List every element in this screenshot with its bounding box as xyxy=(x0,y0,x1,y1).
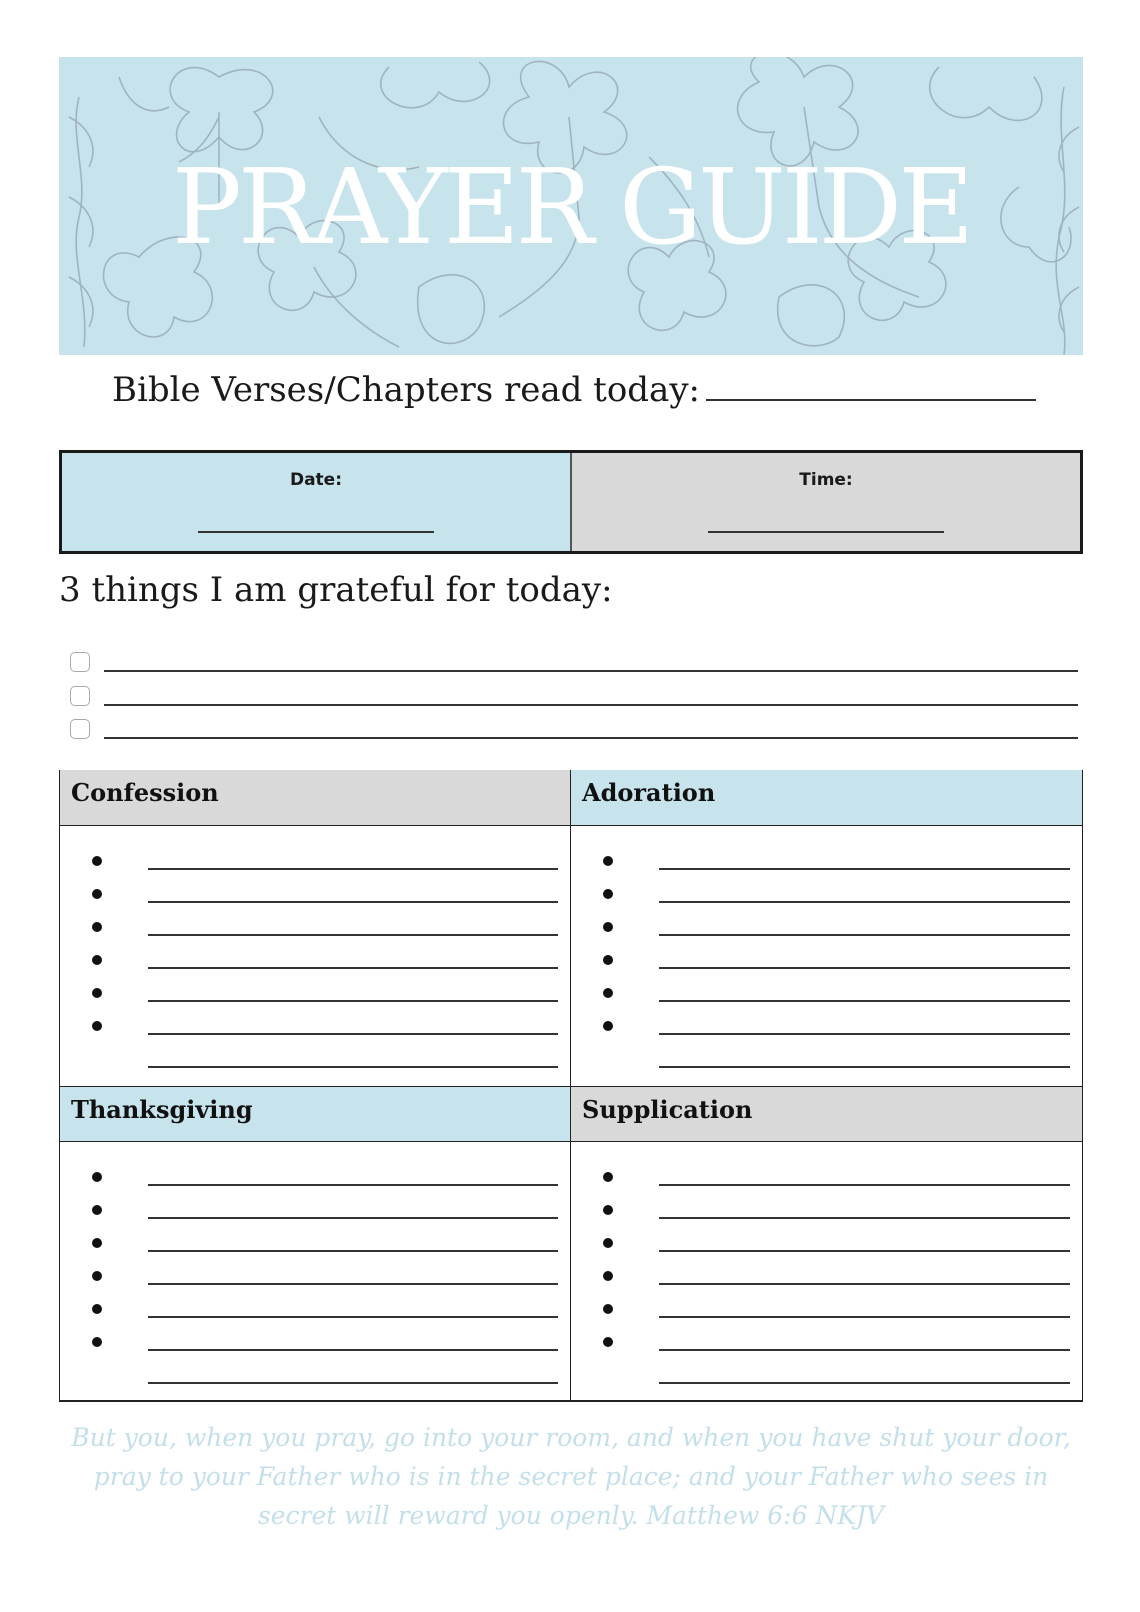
blank-line[interactable] xyxy=(148,967,558,969)
blank-line[interactable] xyxy=(148,1349,558,1351)
bullet-line xyxy=(599,1158,1070,1192)
grateful-title: 3 things I am grateful for today: xyxy=(59,570,613,610)
grateful-blank-line[interactable] xyxy=(104,737,1078,739)
bullet-icon xyxy=(92,1238,102,1248)
bullet-line xyxy=(88,1224,558,1258)
adoration-section xyxy=(571,770,1082,1086)
checkbox[interactable] xyxy=(70,686,90,706)
bible-verses-field xyxy=(112,370,1036,410)
bullet-line xyxy=(599,1323,1070,1357)
grateful-item xyxy=(70,719,1078,743)
blank-line[interactable] xyxy=(148,1184,558,1186)
bullet-line xyxy=(88,1257,558,1291)
bullet-icon xyxy=(92,988,102,998)
bullet-icon xyxy=(92,856,102,866)
blank-line[interactable] xyxy=(659,1184,1070,1186)
bullet-line xyxy=(599,941,1070,975)
bullet-line xyxy=(88,1191,558,1225)
adoration-lines xyxy=(571,826,1082,1086)
supplication-header: Supplication xyxy=(571,1086,1082,1142)
bullet-line xyxy=(88,1323,558,1357)
bullet-icon xyxy=(603,1238,613,1248)
blank-line[interactable] xyxy=(659,1382,1070,1384)
bullet-line xyxy=(88,1290,558,1324)
grateful-blank-line[interactable] xyxy=(104,670,1078,672)
bullet-icon xyxy=(92,889,102,899)
bullet-icon xyxy=(92,1021,102,1031)
blank-line[interactable] xyxy=(148,1217,558,1219)
blank-line[interactable] xyxy=(659,1349,1070,1351)
bullet-line xyxy=(88,1356,558,1390)
blank-line[interactable] xyxy=(148,1250,558,1252)
bullet-line xyxy=(88,1158,558,1192)
bullet-icon xyxy=(603,1337,613,1347)
blank-line[interactable] xyxy=(148,1000,558,1002)
time-blank-line[interactable] xyxy=(708,531,944,533)
checkbox[interactable] xyxy=(70,719,90,739)
bullet-line xyxy=(88,941,558,975)
blank-line[interactable] xyxy=(148,1316,558,1318)
bullet-icon xyxy=(92,1172,102,1182)
thanksgiving-section xyxy=(60,1086,571,1402)
bullet-line xyxy=(599,1356,1070,1390)
blank-line[interactable] xyxy=(659,1066,1070,1068)
scripture-quote xyxy=(59,1418,1083,1535)
blank-line[interactable] xyxy=(148,868,558,870)
bullet-icon xyxy=(603,1271,613,1281)
bullet-icon xyxy=(603,1304,613,1314)
bullet-line xyxy=(88,842,558,876)
bullet-icon xyxy=(603,922,613,932)
bullet-icon xyxy=(92,1304,102,1314)
bullet-icon xyxy=(603,1021,613,1031)
bible-verses-blank-line[interactable] xyxy=(706,371,1036,401)
blank-line[interactable] xyxy=(148,1033,558,1035)
bullet-line xyxy=(88,1040,558,1074)
date-blank-line[interactable] xyxy=(198,531,434,533)
bullet-icon xyxy=(603,889,613,899)
blank-line[interactable] xyxy=(659,868,1070,870)
blank-line[interactable] xyxy=(659,1217,1070,1219)
bullet-line xyxy=(599,1040,1070,1074)
bullet-icon xyxy=(603,988,613,998)
bullet-line xyxy=(599,908,1070,942)
bullet-icon xyxy=(92,1205,102,1215)
blank-line[interactable] xyxy=(659,1283,1070,1285)
acts-grid xyxy=(59,770,1083,1402)
bullet-line xyxy=(88,875,558,909)
bullet-icon xyxy=(92,1337,102,1347)
blank-line[interactable] xyxy=(659,1250,1070,1252)
thanksgiving-lines xyxy=(60,1142,570,1402)
quote-line: But you, when you pray, go into your room, and when you have shut your door, xyxy=(71,1423,1071,1452)
bullet-line xyxy=(599,1257,1070,1291)
supplication-section xyxy=(571,1086,1082,1402)
checkbox[interactable] xyxy=(70,652,90,672)
bullet-line xyxy=(599,1224,1070,1258)
confession-header: Confession xyxy=(60,770,570,826)
blank-line[interactable] xyxy=(659,1000,1070,1002)
grateful-blank-line[interactable] xyxy=(104,704,1078,706)
blank-line[interactable] xyxy=(659,1316,1070,1318)
page-title: PRAYER GUIDE xyxy=(171,146,971,268)
bible-verses-label: Bible Verses/Chapters read today: xyxy=(112,370,700,410)
blank-line[interactable] xyxy=(148,1382,558,1384)
blank-line[interactable] xyxy=(148,1283,558,1285)
bullet-line xyxy=(599,1007,1070,1041)
bullet-icon xyxy=(603,1205,613,1215)
blank-line[interactable] xyxy=(148,901,558,903)
bullet-line xyxy=(599,1290,1070,1324)
grateful-item xyxy=(70,652,1078,676)
blank-line[interactable] xyxy=(148,1066,558,1068)
bullet-line xyxy=(88,908,558,942)
bullet-line xyxy=(599,974,1070,1008)
date-cell xyxy=(62,453,572,551)
supplication-lines xyxy=(571,1142,1082,1402)
blank-line[interactable] xyxy=(148,934,558,936)
bullet-line xyxy=(599,842,1070,876)
bullet-line xyxy=(88,1007,558,1041)
bullet-icon xyxy=(603,856,613,866)
bullet-line xyxy=(599,875,1070,909)
adoration-header: Adoration xyxy=(571,770,1082,826)
quote-line: pray to your Father who is in the secret place; and your Father who sees in xyxy=(93,1462,1049,1491)
bullet-icon xyxy=(603,955,613,965)
thanksgiving-header: Thanksgiving xyxy=(60,1086,570,1142)
bullet-icon xyxy=(603,1172,613,1182)
grateful-item xyxy=(70,686,1078,710)
blank-line[interactable] xyxy=(659,901,1070,903)
bullet-icon xyxy=(92,955,102,965)
title-banner xyxy=(59,57,1083,355)
bullet-icon xyxy=(92,1271,102,1281)
date-label: Date: xyxy=(289,470,343,490)
time-label: Time: xyxy=(799,470,853,490)
blank-line[interactable] xyxy=(659,1033,1070,1035)
confession-lines xyxy=(60,826,570,1086)
confession-section xyxy=(60,770,571,1086)
date-time-box xyxy=(59,450,1083,554)
quote-line: secret will reward you openly. Matthew 6:6 NKJV xyxy=(257,1501,885,1530)
bullet-icon xyxy=(92,922,102,932)
blank-line[interactable] xyxy=(659,934,1070,936)
time-cell xyxy=(572,453,1080,551)
bullet-line xyxy=(88,974,558,1008)
blank-line[interactable] xyxy=(659,967,1070,969)
bullet-line xyxy=(599,1191,1070,1225)
